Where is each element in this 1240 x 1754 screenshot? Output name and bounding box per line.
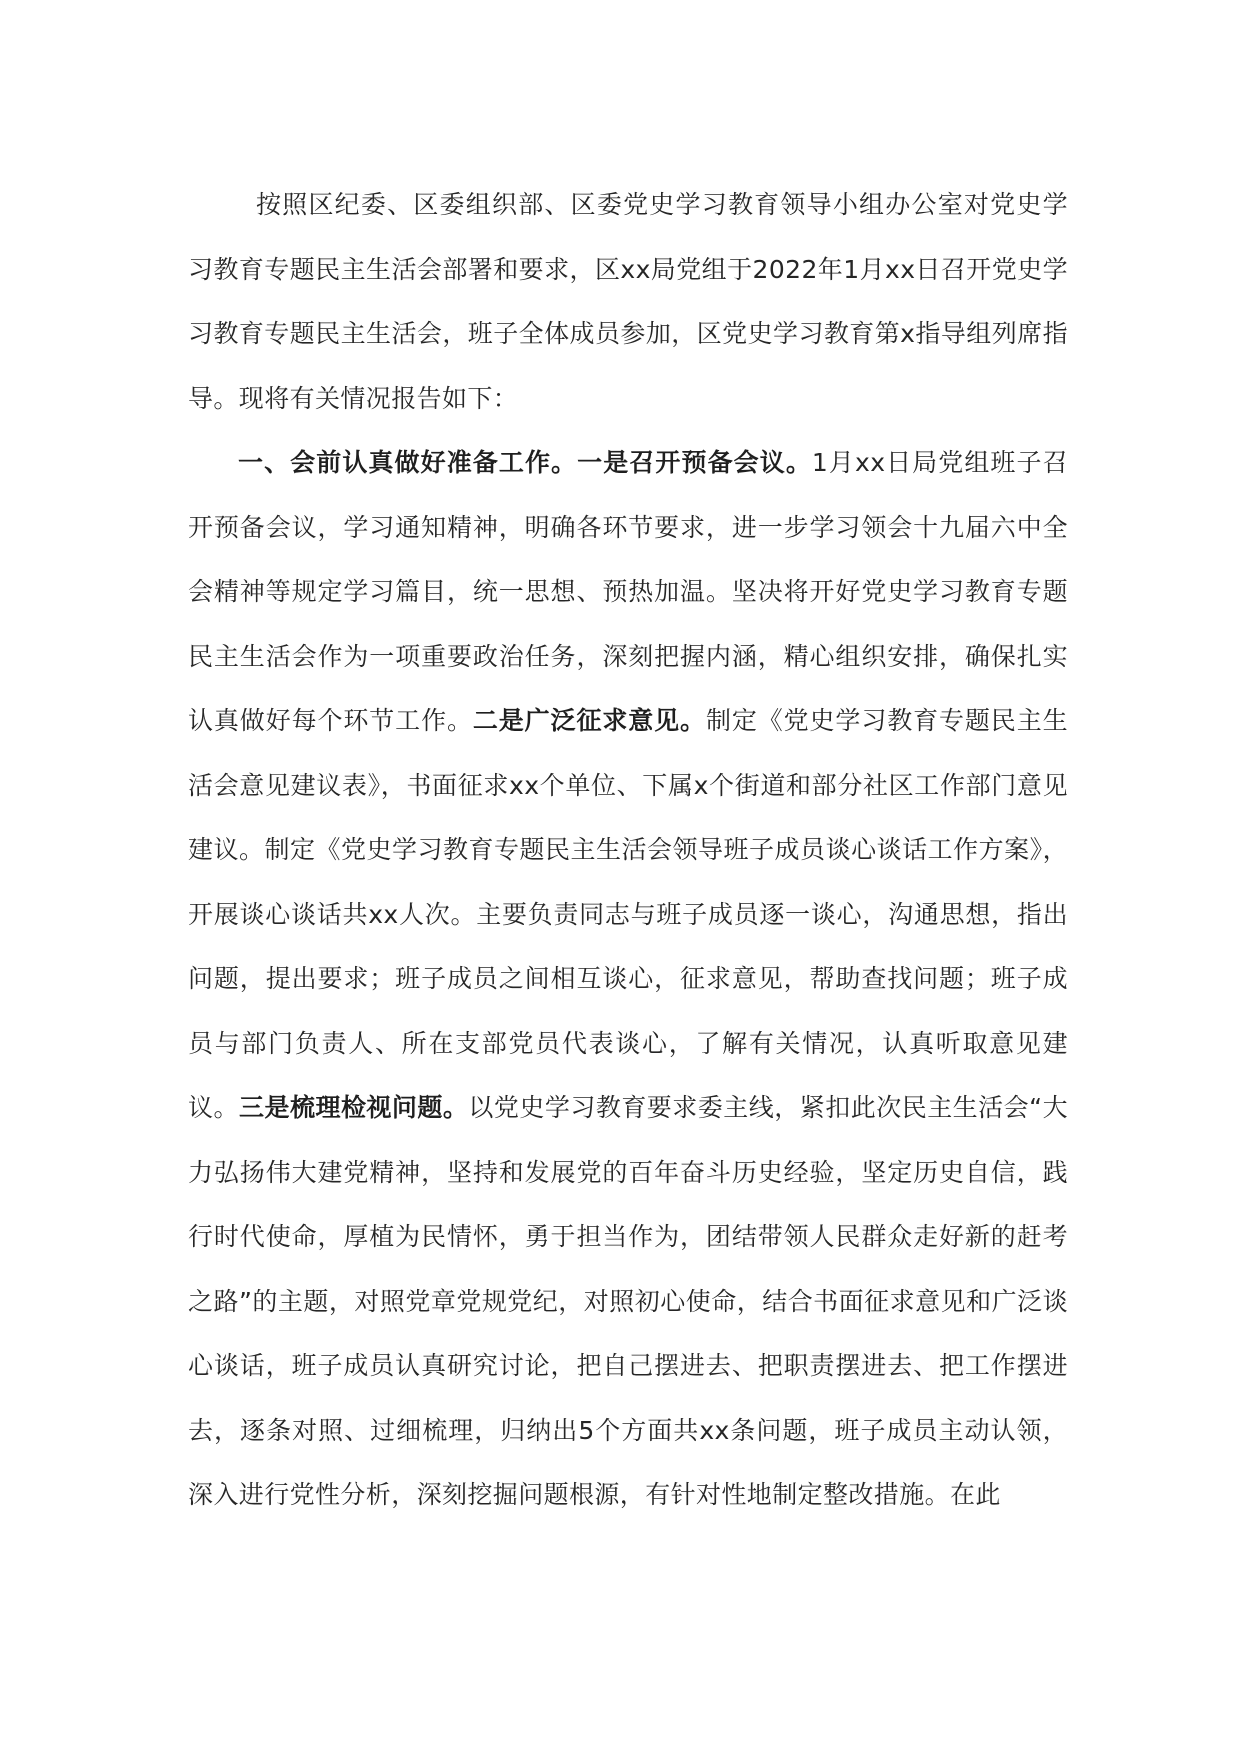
document-body [188, 173, 1068, 1528]
intro-paragraph-text: 按照区纪委、区委组织部、区委党史学习教育领导小组办公室对党史学习教育专题民主生活会部署和要求，区xx局党组于2022年1月xx日召开党史学习教育专题民主生活会，班子全体成员参加，区党史学习教育第x指导组列席指导。现将有关情况报告如下： [188, 190, 1068, 413]
section-one-paragraph [188, 431, 1068, 1528]
section-one-heading: 一、会前认真做好准备工作。 [238, 448, 578, 477]
point-one-text: 1月xx日局党组班子召开预备会议，学习通知精神，明确各环节要求，进一步学习领会十九届六中全会精神等规定学习篇目，统一思想、预热加温。坚决将开好党史学习教育专题民主生活会作为一项重要政治任务，深刻把握内涵，精心组织安排，确保扎实认真做好每个环节工作。 [188, 448, 1068, 735]
point-three-title: 三是梳理检视问题。 [238, 1093, 469, 1122]
point-two-text: 制定《党史学习教育专题民主生活会意见建议表》，书面征求xx个单位、下属x个街道和部分社区工作部门意见建议。制定《党史学习教育专题民主生活会领导班子成员谈心谈话工作方案》，开展谈心谈话共xx人次。主要负责同志与班子成员逐一谈心，沟通思想，指出问题，提出要求；班子成员之间相互谈心，征求意见，帮助查找问题；班子成员与部门负责人、所在支部党员代表谈心，了解有关情况，认真听取意见建议。 [188, 706, 1068, 1122]
point-two-title: 二是广泛征求意见。 [472, 706, 706, 735]
point-three-text: 以党史学习教育要求委主线，紧扣此次民主生活会“大力弘扬伟大建党精神，坚持和发展党的百年奋斗历史经验，坚定历史自信，践行时代使命，厚植为民情怀，勇于担当作为，团结带领人民群众走好新的赶考之路”的主题，对照党章党规党纪，对照初心使命，结合书面征求意见和广泛谈心谈话，班子成员认真研究讨论，把自己摆进去、把职责摆进去、把工作摆进去，逐条对照、过细梳理，归纳出5个方面共xx条问题，班子成员主动认领，深入进行党性分析，深刻挖掘问题根源，有针对性地制定整改措施。在此 [188, 1093, 1068, 1509]
intro-paragraph [188, 173, 1068, 431]
point-one-title: 一是召开预备会议。 [577, 448, 812, 477]
